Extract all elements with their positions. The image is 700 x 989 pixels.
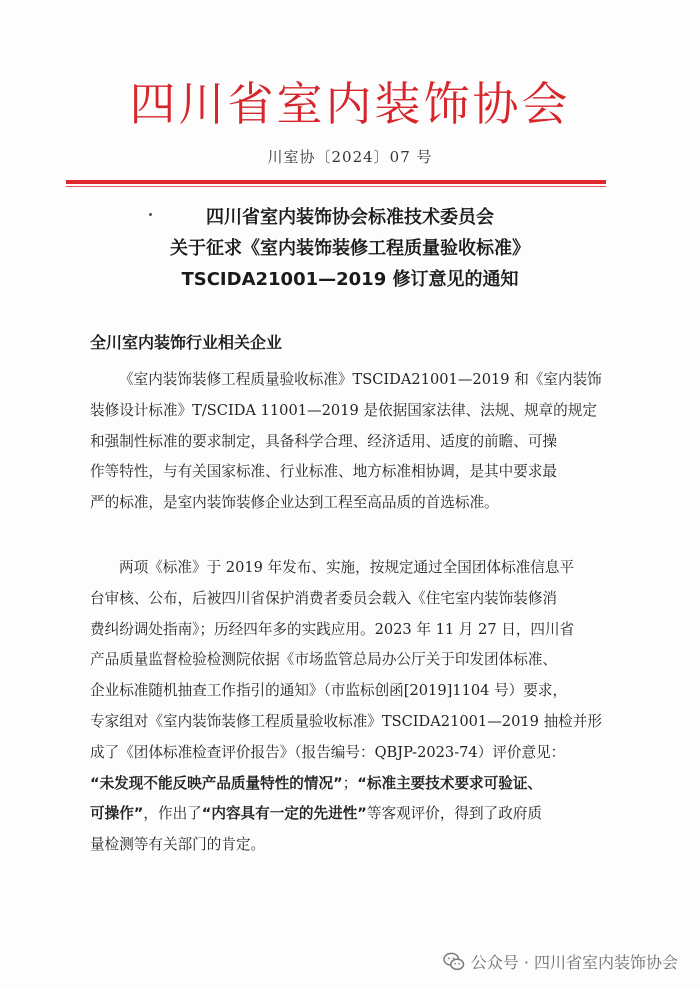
- document-number: 川室协〔2024〕07 号: [267, 148, 433, 166]
- text-line: 台审核、公布，后被四川省保护消费者委员会载入《住宅室内装饰装修消: [90, 589, 558, 607]
- text-line: 装修设计标准》T/SCIDA 11001—2019 是依据国家法律、法规、规章的规定: [90, 401, 597, 419]
- watermark-text: 公众号 · 四川省室内装饰协会: [470, 953, 678, 972]
- salutation: 全川室内装饰行业相关企业: [90, 333, 283, 352]
- text-line: 企业标准随机抽查工作指引的通知》（市监标创函[2019]1104 号）要求，: [90, 682, 568, 700]
- text-line: 《室内装饰装修工程质量验收标准》TSCIDA21001—2019 和《室内装饰: [119, 371, 602, 388]
- text-line: 作等特性，与有关国家标准、行业标准、地方标准相协调，是其中要求最: [90, 463, 558, 481]
- text-line: 两项《标准》于 2019 年发布、实施，按规定通过全国团体标准信息平: [119, 559, 575, 576]
- text-line: 专家组对《室内装饰装修工程质量验收标准》TSCIDA21001—2019 抽检并形: [90, 712, 602, 730]
- notice-title-line: 关于征求《室内装饰装修工程质量验收标准》: [170, 238, 530, 259]
- red-divider: [66, 180, 606, 184]
- red-divider-thin: [66, 186, 606, 187]
- notice-title-line: 四川省室内装饰协会标准技术委员会: [206, 207, 494, 228]
- text-line: 量检测等有关部门的肯定。: [90, 836, 266, 854]
- notice-title-line: TSCIDA21001—2019 修订意见的通知: [181, 269, 519, 290]
- text-line: 和强制性标准的要求制定，具备科学合理、经济适用、适度的前瞻、可操: [90, 432, 558, 450]
- text-line: 产品质量监督检验检测院依据《市场监管总局办公厅关于印发团体标准、: [90, 651, 558, 669]
- text-line: [90, 769, 606, 800]
- wechat-account-watermark: [443, 950, 678, 973]
- quote-text: “标准主要技术要求可验证、: [357, 774, 543, 792]
- separator-text: ；: [342, 774, 358, 792]
- org-title: 四川省室内装饰协会: [129, 77, 571, 131]
- notice-title: [0, 202, 700, 295]
- body-text: ，作出了: [143, 805, 202, 823]
- text-line: 成了《团体标准检查评价报告》（报告编号：QBJP-2023-74）评价意见：: [90, 743, 566, 761]
- quote-text: “未发现不能反映产品质量特性的情况”: [90, 774, 343, 792]
- text-line: [90, 799, 606, 830]
- quote-text: 可操作”: [90, 805, 144, 823]
- paragraph-2: [90, 553, 606, 861]
- quote-text: “内容具有一定的先进性”: [201, 805, 367, 823]
- body-text: 等客观评价，得到了政府质: [366, 805, 543, 823]
- text-line: 费纠纷调处指南》；历经四年多的实践应用。2023 年 11 月 27 日，四川省: [90, 620, 575, 638]
- paragraph-1: [90, 365, 606, 519]
- text-line: 严的标准，是室内装饰装修企业达到工程至高品质的首选标准。: [90, 494, 499, 512]
- wechat-icon: [443, 952, 465, 972]
